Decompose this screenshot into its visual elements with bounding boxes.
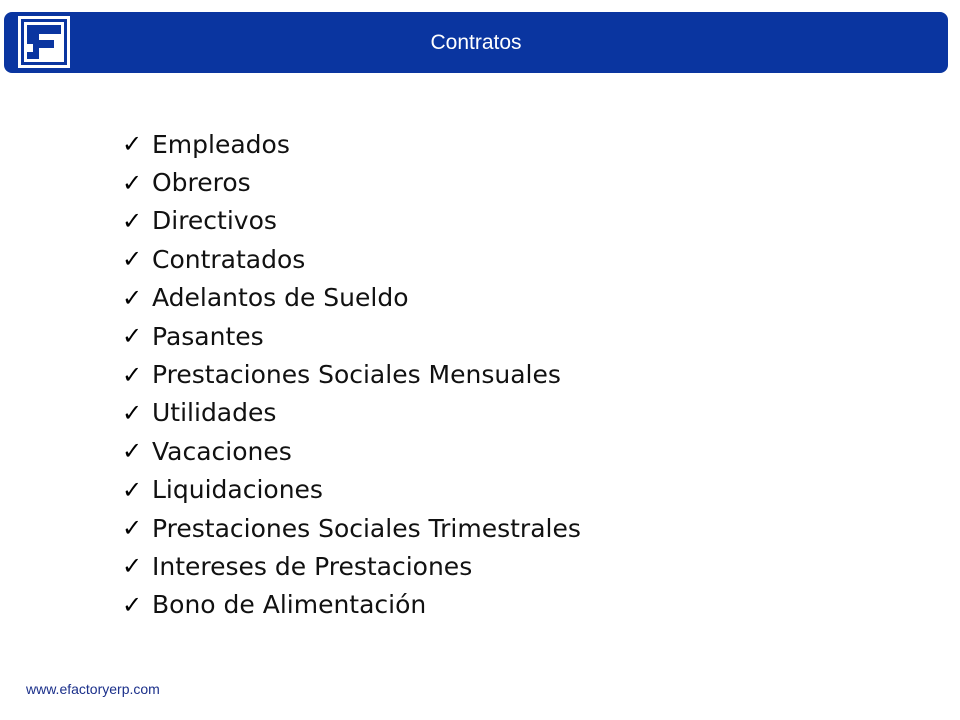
checklist-item-label: Empleados [152, 129, 290, 159]
check-mark-icon: ✓ [122, 552, 143, 581]
checklist-item [122, 432, 581, 470]
checklist-item [122, 202, 581, 240]
contracts-checklist [122, 125, 581, 624]
check-mark-icon: ✓ [122, 283, 143, 312]
check-mark-icon: ✓ [122, 130, 143, 159]
checklist-item [122, 240, 581, 278]
checklist-item-label: Utilidades [152, 398, 277, 428]
check-mark-icon: ✓ [122, 322, 143, 351]
checklist-item-label: Bono de Alimentación [152, 590, 427, 620]
check-mark-icon: ✓ [122, 398, 143, 427]
checklist-item-label: Intereses de Prestaciones [152, 551, 473, 581]
checklist-item-label: Adelantos de Sueldo [152, 283, 409, 313]
checklist-item [122, 509, 581, 547]
check-mark-icon: ✓ [122, 360, 143, 389]
checklist-item-label: Prestaciones Sociales Trimestrales [152, 513, 581, 543]
checklist-item-label: Pasantes [152, 321, 264, 351]
checklist-item [122, 125, 581, 163]
checklist-item [122, 279, 581, 317]
check-mark-icon: ✓ [122, 514, 143, 543]
check-mark-icon: ✓ [122, 245, 143, 274]
footer-url: www.efactoryerp.com [26, 681, 160, 697]
check-mark-icon: ✓ [122, 590, 143, 619]
checklist-item-label: Directivos [152, 206, 277, 236]
check-mark-icon: ✓ [122, 206, 143, 235]
check-mark-icon: ✓ [122, 168, 143, 197]
checklist-item [122, 394, 581, 432]
check-mark-icon: ✓ [122, 475, 143, 504]
checklist-item [122, 471, 581, 509]
checklist-item [122, 355, 581, 393]
page-title: Contratos [430, 31, 522, 54]
check-mark-icon: ✓ [122, 437, 143, 466]
checklist-item-label: Contratados [152, 244, 306, 274]
checklist-item-label: Obreros [152, 168, 251, 198]
checklist-item-label: Prestaciones Sociales Mensuales [152, 360, 561, 390]
header-bar [4, 12, 948, 73]
checklist-item [122, 317, 581, 355]
checklist-item [122, 163, 581, 201]
checklist-item [122, 586, 581, 624]
checklist-item [122, 547, 581, 585]
checklist-item-label: Vacaciones [152, 436, 292, 466]
checklist-item-label: Liquidaciones [152, 475, 323, 505]
